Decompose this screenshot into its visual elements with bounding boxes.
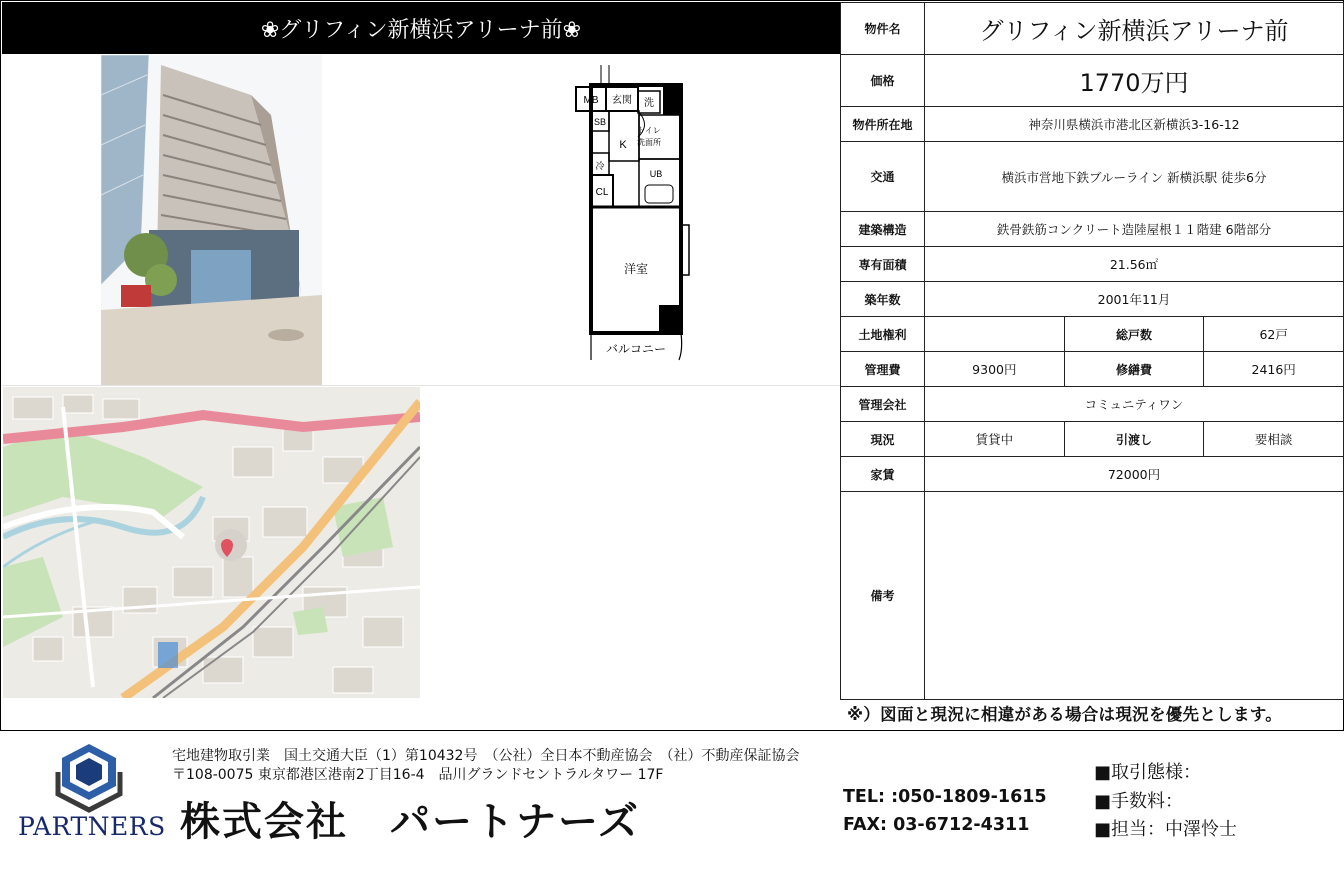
- room-balcony: バルコニー: [605, 342, 667, 356]
- deal-type: ■取引態様：: [1094, 762, 1202, 783]
- room-washroom: 洗面所: [637, 138, 661, 147]
- property-location: 神奈川県横浜市港北区新横浜3-16-12: [925, 107, 1344, 142]
- room-mb: MB: [583, 95, 599, 106]
- company-address: 〒108-0075 東京都港区港南2丁目16-4 品川グランドセントラルタワー 17F: [172, 767, 664, 783]
- built-label: 築年数: [841, 282, 925, 317]
- property-mgmt-fee: 9300円: [925, 352, 1065, 387]
- section-divider: [2, 385, 840, 386]
- property-area: 21.56㎡: [925, 247, 1344, 282]
- area-label: 専有面積: [841, 247, 925, 282]
- property-land: [925, 317, 1065, 352]
- land-label: 土地権利: [841, 317, 925, 352]
- price-label: 価格: [841, 55, 925, 107]
- deal-staff: ■担当：中澤怜士: [1094, 819, 1238, 840]
- rent-label: 家賃: [841, 457, 925, 492]
- company-name: 株式会社 パートナーズ: [180, 799, 640, 845]
- property-price: 1770万円: [925, 55, 1344, 107]
- property-remarks: [925, 492, 1344, 700]
- property-status: 賃貸中: [925, 422, 1065, 457]
- property-structure: 鉄骨鉄筋コンクリート造陸屋根１１階建 6階部分: [925, 212, 1344, 247]
- location-label: 物件所在地: [841, 107, 925, 142]
- room-ub: UB: [649, 169, 663, 179]
- property-units: 62戸: [1204, 317, 1344, 352]
- structure-label: 建築構造: [841, 212, 925, 247]
- disclaimer-notice: ※）図面と現況に相違がある場合は現況を優先とします。: [847, 705, 1283, 724]
- deal-fee: ■手数料：: [1094, 791, 1184, 812]
- page-title: ❀グリフィン新横浜アリーナ前❀: [2, 2, 840, 54]
- property-name: グリフィン新横浜アリーナ前: [925, 3, 1344, 55]
- area-map: [3, 387, 420, 698]
- remarks-label: 備考: [841, 492, 925, 700]
- logo-wordmark: PARTNERS: [18, 812, 166, 841]
- mgmt-fee-label: 管理費: [841, 352, 925, 387]
- room-washer: 洗: [644, 98, 654, 109]
- status-label: 現況: [841, 422, 925, 457]
- property-info-table: [840, 2, 1344, 700]
- handover-label: 引渡し: [1064, 422, 1204, 457]
- license-info: 宅地建物取引業 国土交通大臣（1）第10432号 （公社）全日本不動産協会 （社）不動産保証協会: [172, 748, 800, 764]
- company-label: 管理会社: [841, 387, 925, 422]
- tel-number: TEL: :050-1809-1615: [843, 787, 1047, 807]
- fax-number: FAX: 03-6712-4311: [843, 815, 1030, 835]
- property-company: コミュニティワン: [925, 387, 1344, 422]
- repair-label: 修繕費: [1064, 352, 1204, 387]
- units-label: 総戸数: [1064, 317, 1204, 352]
- room-fridge: 冷: [595, 161, 605, 171]
- property-built: 2001年11月: [925, 282, 1344, 317]
- room-western: 洋室: [623, 262, 649, 276]
- name-label: 物件名: [841, 3, 925, 55]
- property-repair: 2416円: [1204, 352, 1344, 387]
- access-label: 交通: [841, 142, 925, 212]
- room-kitchen: K: [619, 139, 627, 151]
- property-access: 横浜市営地下鉄ブルーライン 新横浜駅 徒歩6分: [925, 142, 1344, 212]
- room-entrance: 玄関: [612, 95, 632, 106]
- room-sb: SB: [593, 117, 607, 127]
- building-photo: [101, 55, 322, 385]
- property-rent: 72000円: [925, 457, 1344, 492]
- room-closet: CL: [595, 187, 609, 198]
- property-handover: 要相談: [1204, 422, 1344, 457]
- room-toilet: トイレ: [637, 126, 661, 135]
- floor-plan: [561, 65, 701, 365]
